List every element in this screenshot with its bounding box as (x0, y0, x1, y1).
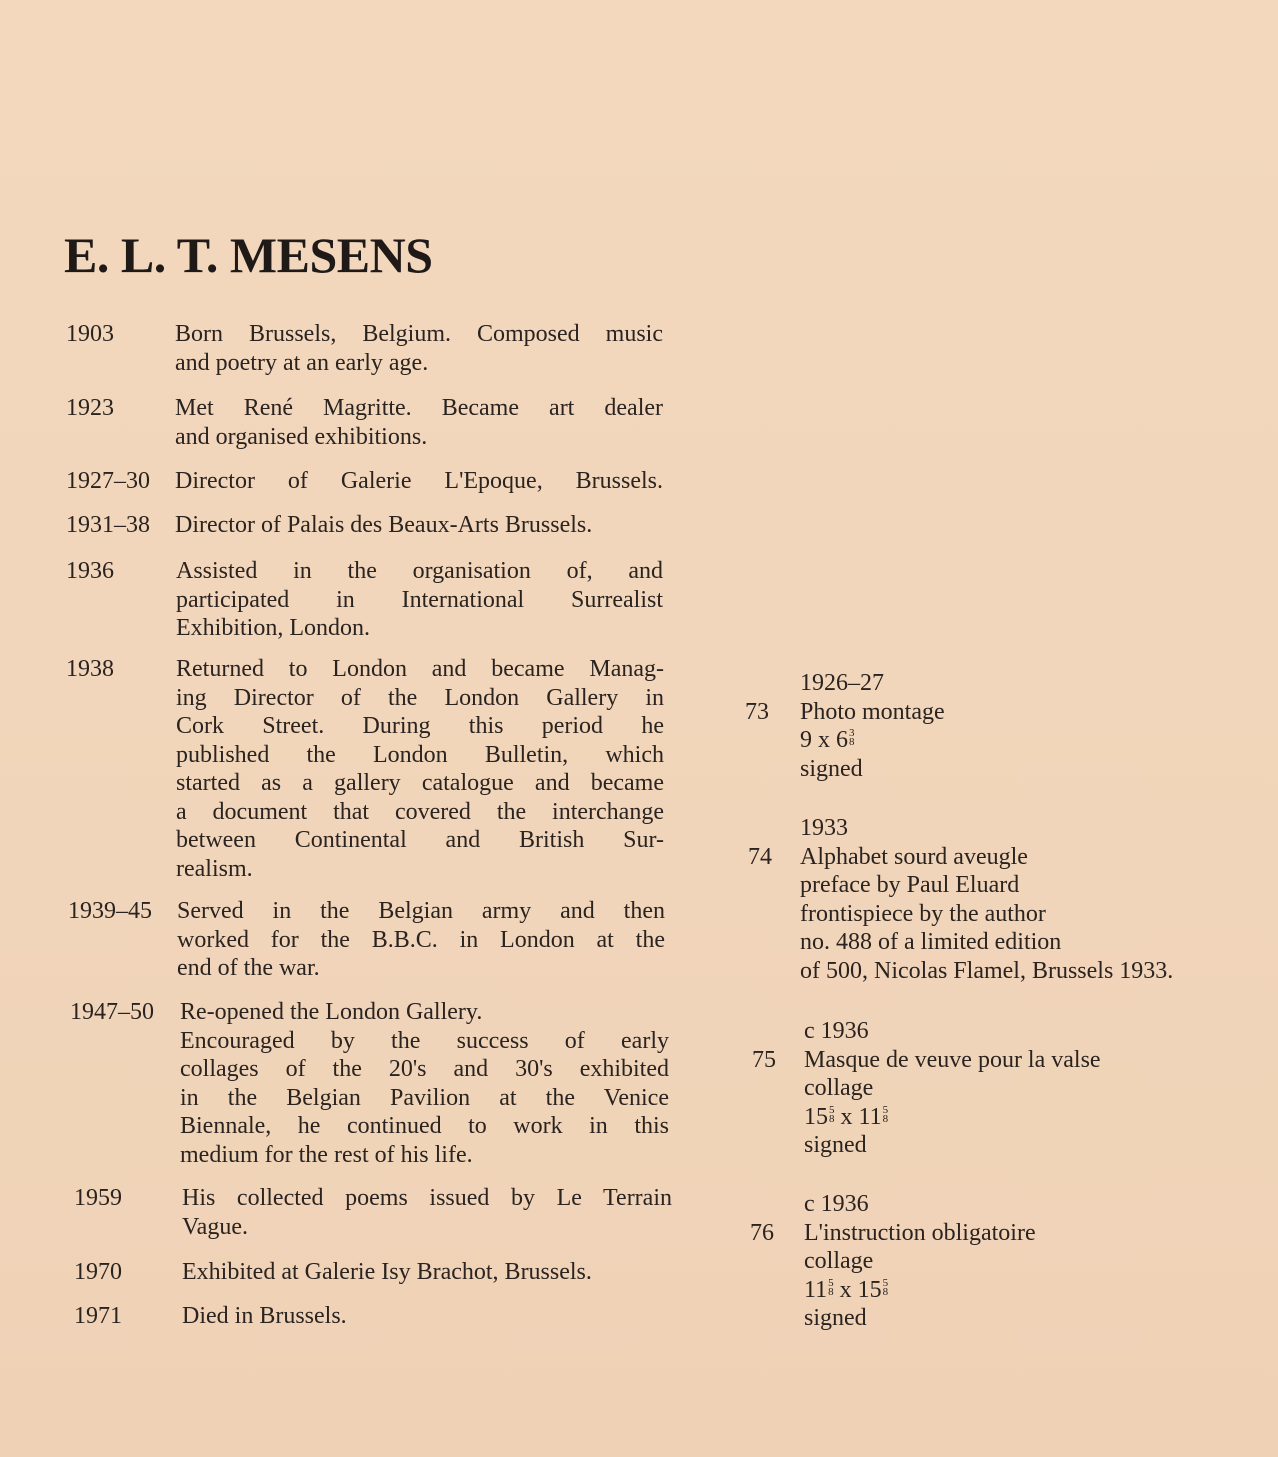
catalogue-date: c 1936 (804, 1018, 869, 1044)
catalogue-medium: collage (804, 1248, 874, 1274)
catalogue-number: 76 (750, 1220, 774, 1246)
catalogue-title: Photo montage (800, 698, 945, 725)
entry-year: 1947–50 (70, 999, 154, 1025)
catalogue-number: 73 (745, 699, 769, 725)
entry-line: Encouraged by the success of early (180, 1027, 669, 1054)
entry-line: collages of the 20's and 30's exhibited (180, 1056, 669, 1082)
entry-line: Cork Street. During this period he (176, 713, 664, 739)
entry-line: published the London Bulletin, which (176, 741, 664, 768)
entry-line: Born Brussels, Belgium. Composed music (175, 321, 663, 347)
entry-line: Vague. (182, 1213, 248, 1240)
catalogue-medium: collage (804, 1075, 874, 1101)
entry-line: and poetry at an early age. (175, 349, 429, 376)
entry-line: and organised exhibitions. (175, 423, 428, 450)
catalogue-note: signed (800, 755, 863, 782)
entry-text (180, 998, 669, 1169)
fraction: 5 8 (828, 1276, 834, 1298)
catalogue-details (800, 814, 1173, 985)
catalogue-number: 74 (748, 844, 772, 870)
entry-line: realism. (176, 855, 253, 882)
entry-text (175, 511, 663, 540)
entry-text (176, 655, 664, 883)
entry-text (175, 394, 663, 451)
entry-year: 1938 (66, 656, 114, 682)
catalogue-title: Alphabet sourd aveugle (800, 843, 1028, 870)
fraction: 5 8 (882, 1276, 889, 1298)
catalogue-number: 75 (752, 1047, 776, 1073)
catalogue-detail: frontispiece by the author (800, 900, 1046, 927)
entry-year: 1931–38 (66, 512, 150, 538)
fraction: 5 8 (829, 1103, 835, 1125)
entry-line: Exhibited at Galerie Isy Brachot, Brussels. (182, 1259, 592, 1285)
catalogue-detail: no. 488 of a limited edition (800, 929, 1062, 955)
entry-line: Died in Brussels. (182, 1303, 347, 1329)
entry-line: worked for the B.B.C. in London at the (177, 926, 665, 953)
entry-line: Director of Galerie L'Epoque, Brussels. (175, 468, 663, 494)
catalogue-detail: of 500, Nicolas Flamel, Brussels 1933. (800, 957, 1174, 984)
catalogue-note: signed (804, 1305, 867, 1331)
entry-text (175, 467, 663, 496)
catalogue-details (804, 1017, 1101, 1160)
entry-year: 1923 (66, 395, 114, 421)
entry-line: Director of Palais des Beaux-Arts Brussels. (175, 512, 593, 538)
entry-text (177, 897, 665, 983)
catalogue-details (800, 669, 945, 783)
catalogue-dimensions: 9 x 6 3 8 (800, 727, 855, 753)
entry-line: ing Director of the London Gallery in (176, 684, 664, 711)
entry-line: Re-opened the London Gallery. (180, 999, 483, 1025)
entry-text (176, 557, 663, 643)
entry-year: 1903 (66, 321, 114, 347)
entry-year: 1971 (74, 1303, 122, 1329)
page-title: E. L. T. MESENS (64, 227, 433, 283)
catalogue-details (804, 1190, 1036, 1333)
entry-line: Met René Magritte. Became art dealer (175, 395, 663, 421)
entry-line: Exhibition, London. (176, 615, 370, 641)
entry-line: Served in the Belgian army and then (177, 898, 665, 924)
entry-year: 1936 (66, 558, 114, 584)
entry-line: between Continental and British Sur- (176, 827, 664, 853)
catalogue-title: L'instruction obligatoire (804, 1219, 1036, 1246)
catalogue-detail: preface by Paul Eluard (800, 872, 1020, 898)
catalogue-dimensions: 15 5 8 x 11 5 8 (804, 1103, 889, 1130)
entry-line: a document that covered the interchange (176, 798, 664, 825)
catalogue-date: 1926–27 (800, 670, 884, 696)
catalogue-date: c 1936 (804, 1191, 869, 1217)
entry-text (182, 1258, 672, 1287)
fraction: 3 8 (849, 727, 855, 748)
entry-text (182, 1184, 672, 1241)
entry-text (182, 1302, 672, 1331)
entry-line: Biennale, he continued to work in this (180, 1113, 669, 1139)
entry-year: 1927–30 (66, 468, 150, 494)
catalogue-note: signed (804, 1132, 867, 1158)
entry-line: participated in International Surrealist (176, 586, 663, 613)
entry-text (175, 320, 663, 377)
catalogue-title: Masque de veuve pour la valse (804, 1046, 1101, 1073)
entry-line: Assisted in the organisation of, and (176, 558, 663, 584)
catalogue-date: 1933 (800, 815, 848, 841)
entry-line: medium for the rest of his life. (180, 1141, 473, 1168)
catalogue-dimensions: 11 5 8 x 15 5 8 (804, 1276, 889, 1303)
entry-line: His collected poems issued by Le Terrain (182, 1185, 672, 1211)
entry-year: 1970 (74, 1259, 122, 1285)
entry-line: in the Belgian Pavilion at the Venice (180, 1084, 669, 1111)
entry-year: 1959 (74, 1185, 122, 1211)
entry-line: Returned to London and became Manag- (176, 656, 664, 682)
entry-line: end of the war. (177, 955, 320, 981)
fraction: 5 8 (882, 1103, 889, 1125)
entry-line: started as a gallery catalogue and became (176, 770, 664, 796)
entry-year: 1939–45 (68, 898, 152, 924)
